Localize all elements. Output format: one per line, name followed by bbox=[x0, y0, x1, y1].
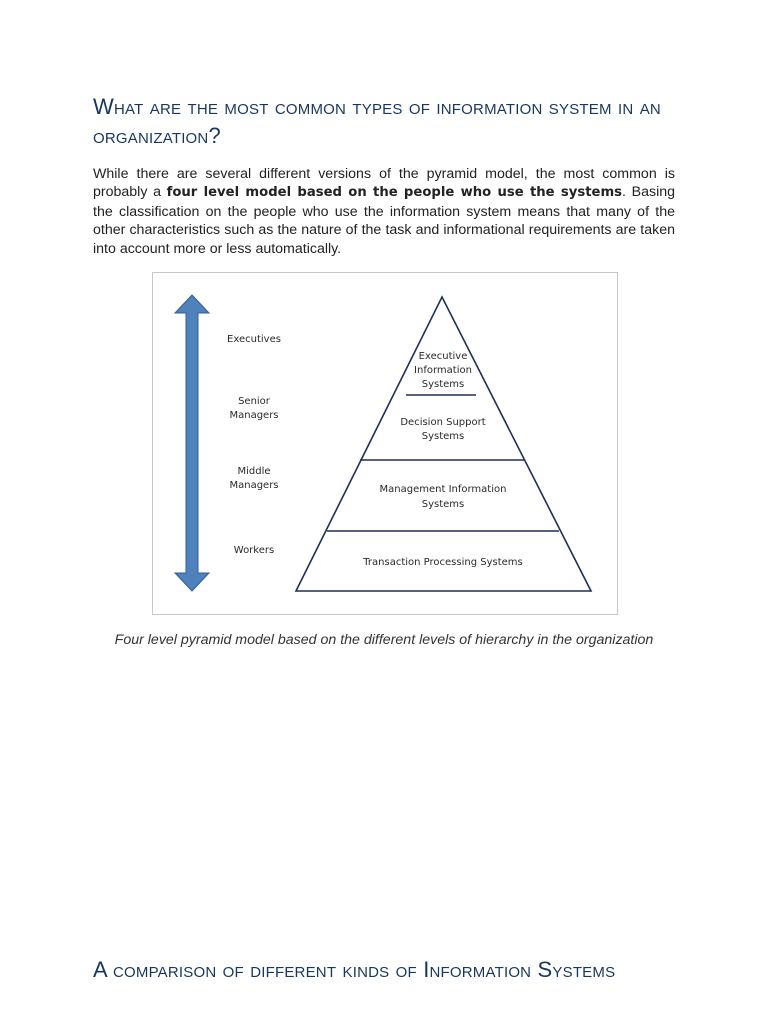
level-dss-line1: Decision Support bbox=[400, 417, 486, 428]
level-eis-line1: Executive bbox=[418, 351, 468, 362]
pyramid-diagram bbox=[153, 273, 617, 614]
pyramid-lines bbox=[296, 297, 591, 591]
role-label-workers: Workers bbox=[233, 545, 275, 556]
role-label-middle-managers-line2: Managers bbox=[229, 480, 279, 491]
role-label-senior-managers: Senior bbox=[238, 396, 270, 407]
level-mis-line2: Systems bbox=[421, 499, 465, 510]
level-tps: Transaction Processing Systems bbox=[363, 557, 523, 568]
intro-text-start: While there are several different versions of the pyramid model, the most common is probably a bbox=[93, 166, 675, 201]
role-label-executives: Executives bbox=[227, 334, 281, 345]
level-dss-line2: Systems bbox=[421, 431, 465, 442]
hierarchy-double-arrow bbox=[175, 295, 209, 591]
level-mis-line1: Management Information bbox=[379, 484, 507, 495]
intro-text-end: . Basing the classification on the people who use the information system means that many of the other characteristics such as the nature of the task and informational requirements are taken into account more or less automatically. bbox=[93, 184, 676, 257]
role-label-middle-managers: Middle bbox=[237, 466, 271, 477]
level-eis-line3: Systems bbox=[421, 379, 465, 390]
intro-bold-phrase: four level model based on the people who use the systems bbox=[166, 185, 623, 201]
pyramid-outline bbox=[296, 297, 591, 591]
section-heading-types: What are the most common types of information system in an organization? bbox=[93, 94, 661, 148]
figure-caption: Four level pyramid model based on the different levels of hierarchy in the organization bbox=[114, 632, 654, 648]
intro-paragraph bbox=[93, 165, 675, 258]
section-heading-comparison: A comparison of different kinds of Information Systems bbox=[93, 957, 616, 982]
role-label-senior-managers-line2: Managers bbox=[229, 410, 279, 421]
level-eis-line2: Information bbox=[414, 365, 472, 376]
pyramid-figure bbox=[152, 272, 618, 615]
